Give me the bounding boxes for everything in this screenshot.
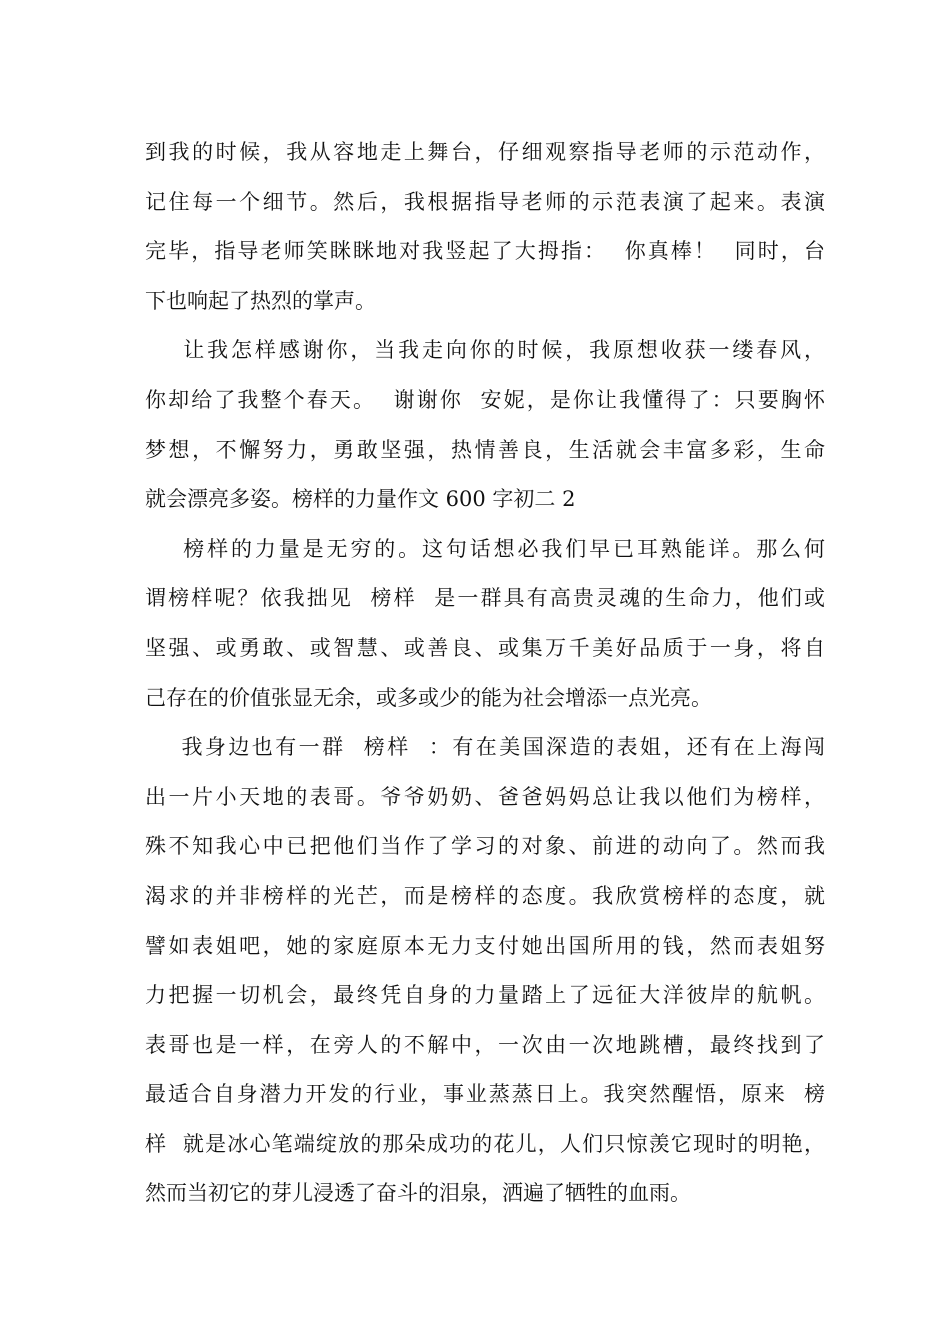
text-line: 样 就是冰心笔端绽放的那朵成功的花儿，人们只惊羡它现时的明艳， [145,1131,825,1156]
text-line: 下也响起了热烈的掌声。 [145,288,376,313]
text-line: 渴求的并非榜样的光芒，而是榜样的态度。我欣赏榜样的态度，就 [145,883,825,908]
text-line: 到我的时候，我从容地走上舞台，仔细观察指导老师的示范动作， [145,140,825,164]
text-line: 力把握一切机会，最终凭自身的力量踏上了远征大洋彼岸的航帆。 [145,983,825,1008]
text-line: 让我怎样感谢你，当我走向你的时候，我原想收获一缕春风， [145,338,825,363]
text-line: 谓榜样呢？依我拙见 榜样 是一群具有高贵灵魂的生命力，他们或 [145,586,825,611]
text-line: 我身边也有一群 榜样 ：有在美国深造的表姐，还有在上海闯 [145,735,825,760]
text-line: 表哥也是一样，在旁人的不解中，一次由一次地跳槽，最终找到了 [145,1032,825,1057]
text-line: 殊不知我心中已把他们当作了学习的对象、前进的动向了。然而我 [145,834,825,859]
text-line: 最适合自身潜力开发的行业，事业蒸蒸日上。我突然醒悟，原来 榜 [145,1082,825,1107]
text-line: 完毕，指导老师笑眯眯地对我竖起了大拇指： 你真棒！ 同时，台 [145,239,825,264]
text-line: 出一片小天地的表哥。爷爷奶奶、爸爸妈妈总让我以他们为榜样， [145,784,825,809]
text-line: 譬如表姐吧，她的家庭原本无力支付她出国所用的钱，然而表姐努 [145,933,825,958]
text-line: 然而当初它的芽儿浸透了奋斗的泪泉，洒遍了牺牲的血雨。 [145,1181,691,1206]
text-line: 记住每一个细节。然后，我根据指导老师的示范表演了起来。表演 [145,189,825,214]
text-line: 你却给了我整个春天。 谢谢你 安妮，是你让我懂得了：只要胸怀 [145,387,825,412]
text-line: 榜样的力量是无穷的。这句话想必我们早已耳熟能详。那么何 [145,536,825,561]
text-line: 坚强、或勇敢、或智慧、或善良、或集万千美好品质于一身，将自 [145,635,825,660]
text-line: 就会漂亮多姿。榜样的力量作文 600 字初二 2 [145,487,576,512]
text-line: 梦想，不懈努力，勇敢坚强，热情善良，生活就会丰富多彩，生命 [145,437,825,462]
text-line: 己存在的价值张显无余，或多或少的能为社会增添一点光亮。 [145,685,712,710]
essay-text [145,128,825,1219]
